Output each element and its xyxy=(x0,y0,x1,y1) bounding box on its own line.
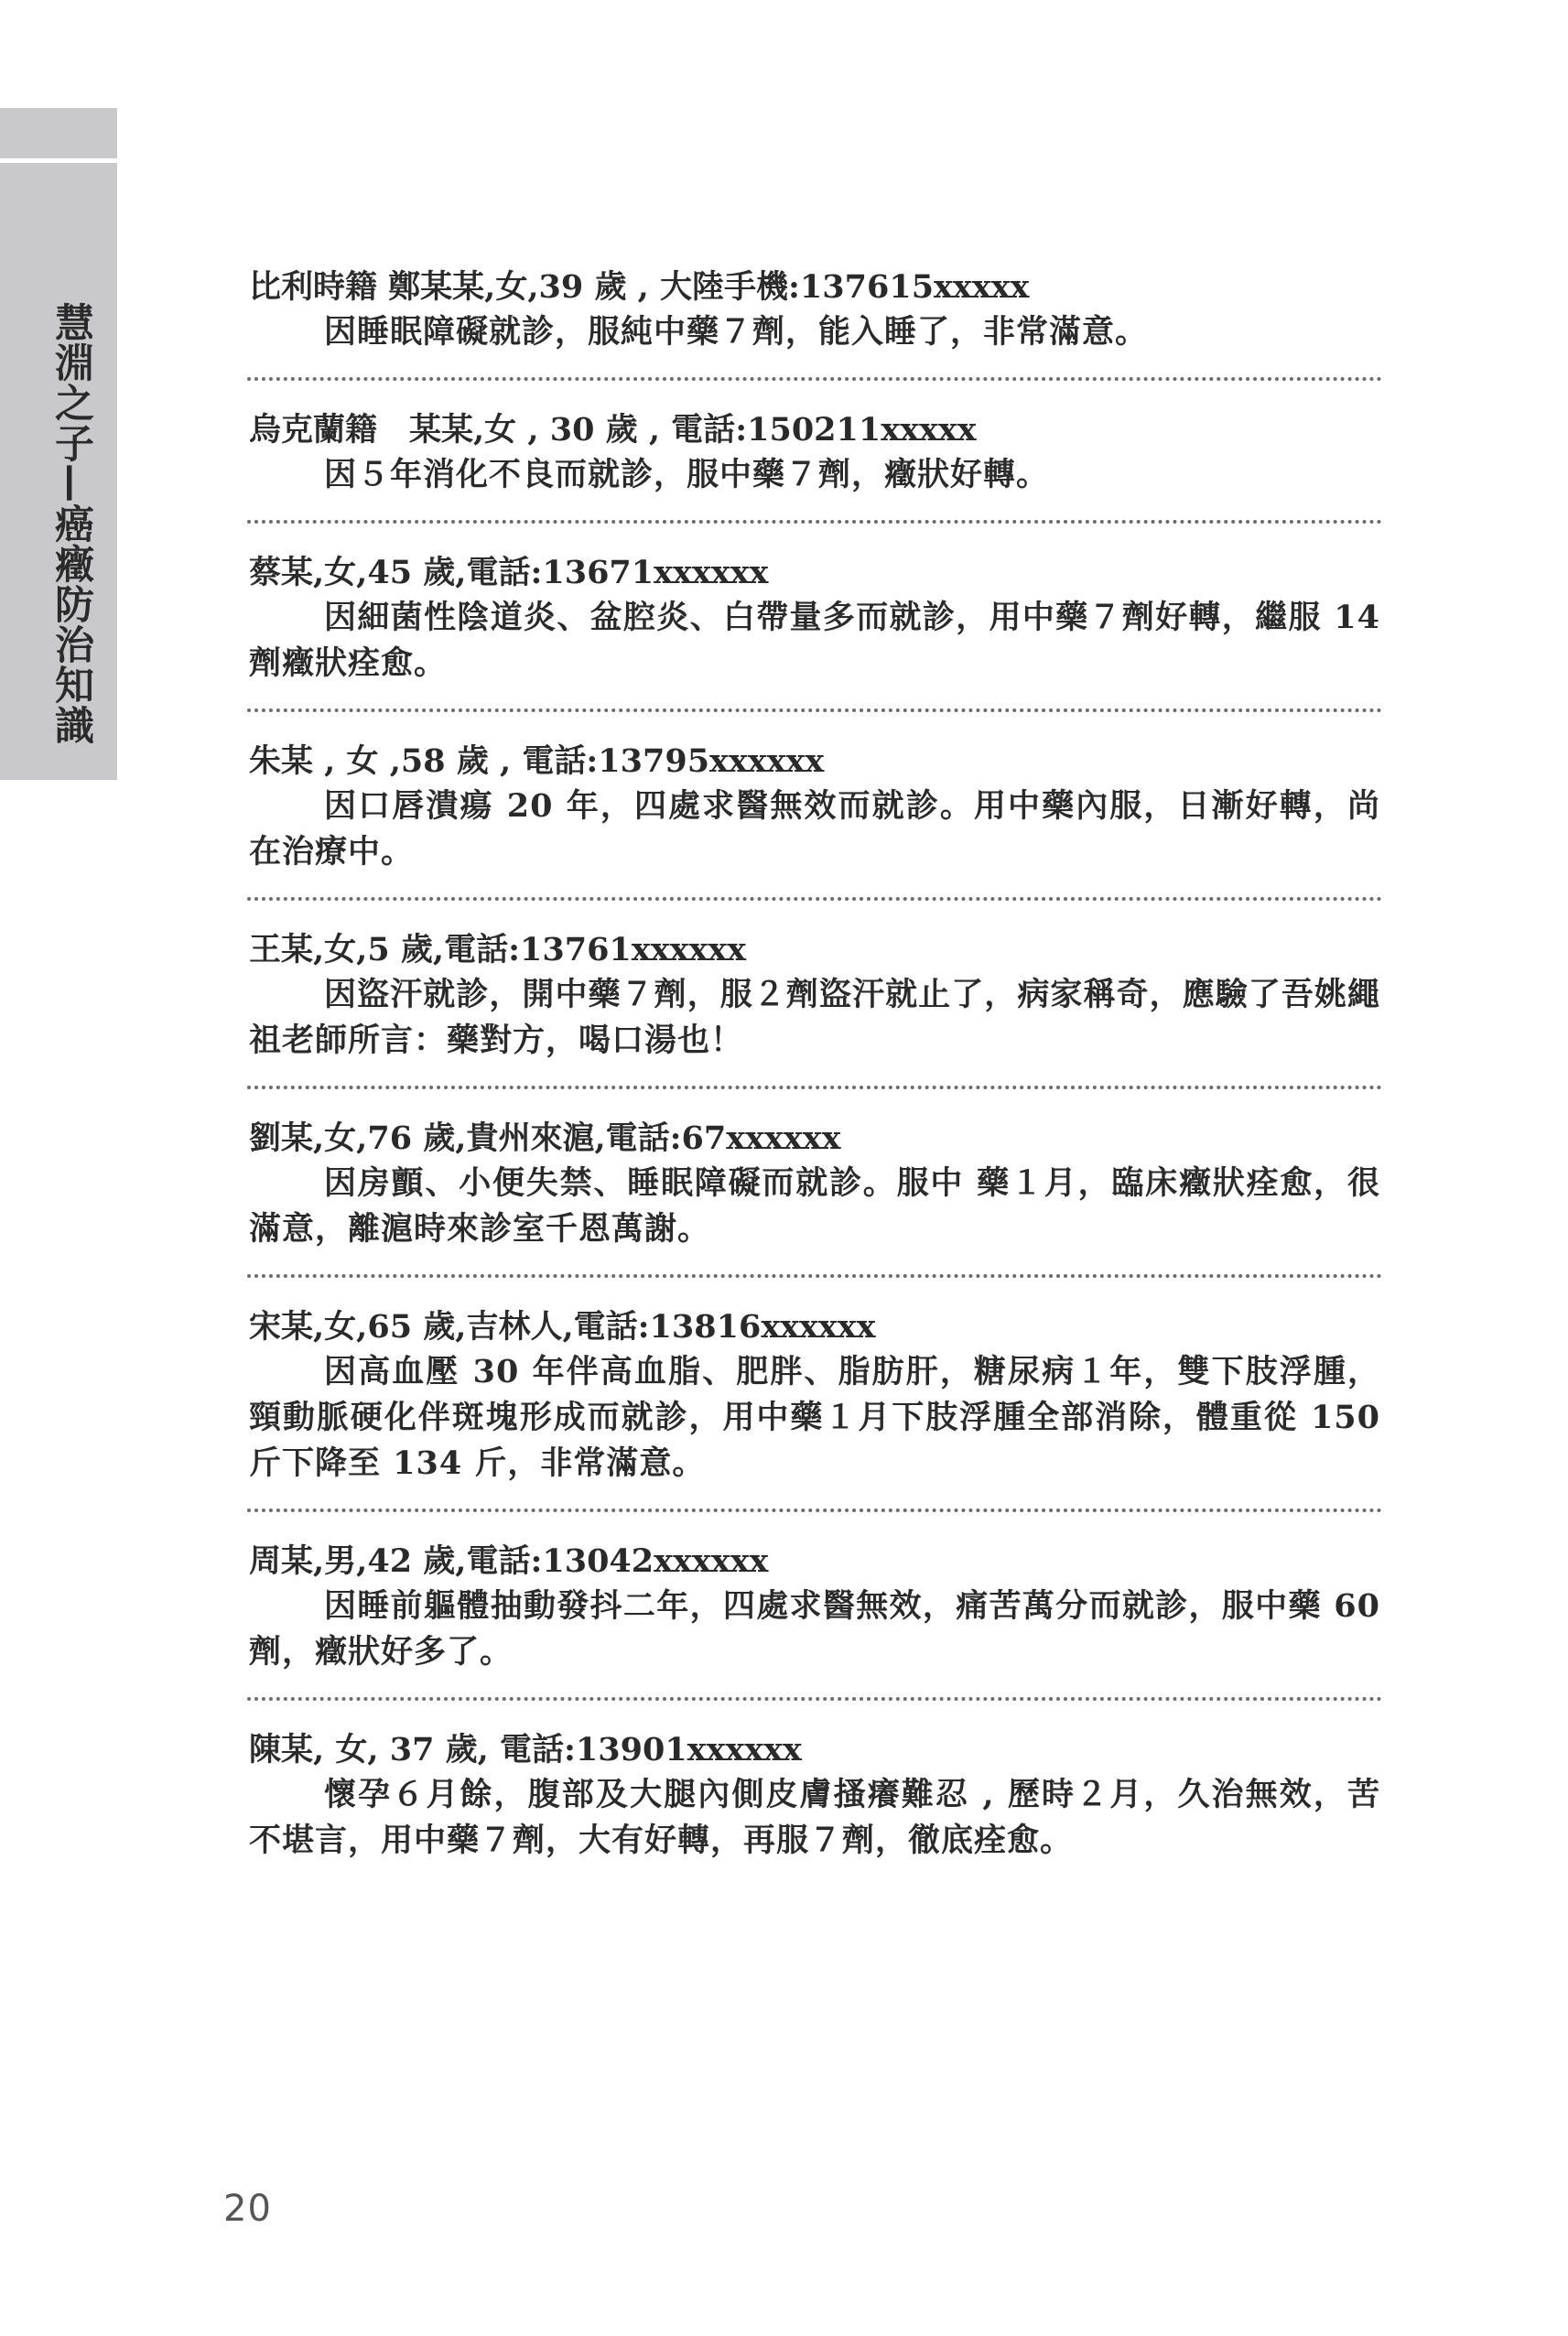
case-description: 因房顫、小便失禁、睡眠障礙而就診。服中 藥１月，臨床癥狀痊愈，很滿意，離滬時來診室千恩萬謝。 xyxy=(249,1164,1380,1248)
dotted-divider xyxy=(247,520,1382,524)
case-entry xyxy=(249,1117,1380,1252)
dotted-divider xyxy=(247,708,1382,712)
case-entry xyxy=(249,1305,1380,1487)
dotted-divider xyxy=(247,1509,1382,1512)
case-entry xyxy=(249,928,1380,1064)
case-header: 王某,女,5 歲,電話:13761xxxxxx xyxy=(249,931,746,968)
case-header: 蔡某,女,45 歲,電話:13671xxxxxx xyxy=(249,554,769,591)
dotted-divider xyxy=(247,897,1382,901)
case-description: 因５年消化不良而就診，服中藥７劑，癥狀好轉。 xyxy=(324,456,1050,493)
case-entry xyxy=(249,1540,1380,1675)
case-header: 劉某,女,76 歲,貴州來滬,電話:67xxxxxx xyxy=(249,1119,841,1157)
side-tab-top-block xyxy=(0,108,117,158)
case-description: 因細菌性陰道炎、盆腔炎、白帶量多而就診，用中藥７劑好轉，繼服 14 劑癥狀痊愈。 xyxy=(249,599,1380,682)
case-description: 因盜汗就診，開中藥７劑，服２劑盜汗就止了，病家稱奇，應驗了吾姚繩祖老師所言：藥對方，喝口湯也！ xyxy=(249,976,1380,1059)
case-entry xyxy=(249,551,1380,687)
case-entry xyxy=(249,265,1380,355)
case-description: 因睡眠障礙就診，服純中藥７劑，能入睡了，非常滿意。 xyxy=(324,313,1149,351)
dotted-divider xyxy=(247,1086,1382,1089)
case-entry xyxy=(249,740,1380,875)
dotted-divider xyxy=(247,377,1382,381)
case-header: 陳某, 女, 37 歲, 電話:13901xxxxxx xyxy=(249,1731,802,1768)
dotted-divider xyxy=(247,1697,1382,1701)
case-header: 周某,男,42 歲,電話:13042xxxxxx xyxy=(249,1542,769,1580)
case-header: 朱某 , 女 ,58 歲 , 電話:13795xxxxxx xyxy=(249,742,825,780)
case-header: 烏克蘭籍 某某,女 , 30 歲 , 電話:150211xxxxx xyxy=(249,411,977,449)
page-number: 20 xyxy=(223,2188,272,2230)
case-description: 因高血壓 30 年伴高血脂、肥胖、脂肪肝，糖尿病１年，雙下肢浮腫，頸動脈硬化伴斑塊形成而就診，用中藥１月下肢浮腫全部消除，體重從 150 斤下降至 134 斤，非常滿意。 xyxy=(249,1353,1380,1482)
case-header: 比利時籍 鄭某某,女,39 歲 , 大陸手機:137615xxxxx xyxy=(249,268,1030,306)
case-description: 懷孕６月餘，腹部及大腿內側皮膚搔癢難忍 , 歷時２月，久治無效，苦不堪言，用中藥７劑，大有好轉，再服７劑，徹底痊愈。 xyxy=(249,1776,1380,1859)
case-entry xyxy=(249,1728,1380,1864)
book-title-vertical: 慧淵之子—癌癥防治知識 xyxy=(49,302,94,745)
case-entry xyxy=(249,408,1380,498)
case-description: 因睡前軀體抽動發抖二年，四處求醫無效，痛苦萬分而就診，服中藥 60 劑，癥狀好多了。 xyxy=(249,1587,1380,1671)
case-description: 因口唇潰瘍 20 年，四處求醫無效而就診。用中藥內服，日漸好轉，尚在治療中。 xyxy=(249,787,1380,871)
case-list xyxy=(249,265,1380,1864)
dotted-divider xyxy=(247,1274,1382,1278)
case-header: 宋某,女,65 歲,吉林人,電話:13816xxxxxx xyxy=(249,1308,876,1346)
